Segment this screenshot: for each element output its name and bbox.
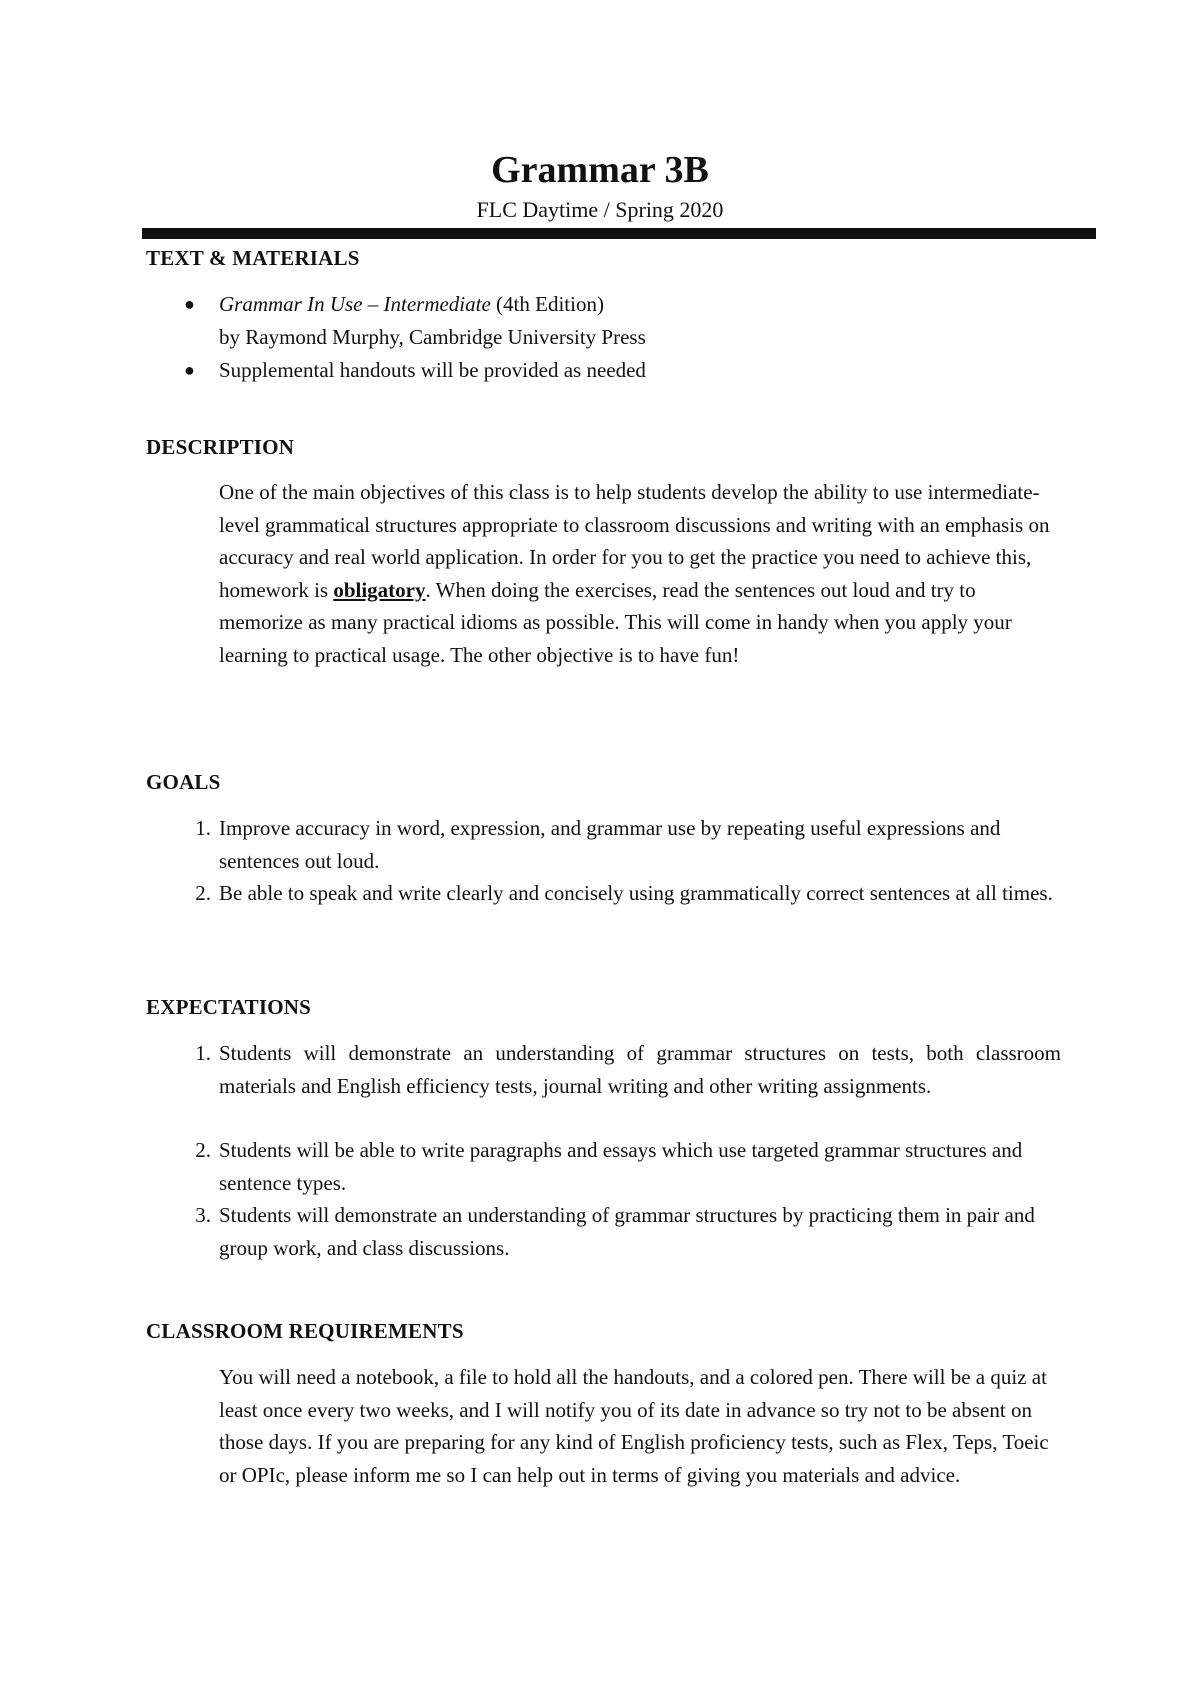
materials-item-supplemental — [184, 354, 1079, 387]
supplemental-text: Supplemental handouts will be provided as needed — [219, 358, 646, 382]
goal-number: 1. — [195, 816, 211, 840]
goal-text: Be able to speak and write clearly and concisely using grammatically correct sentences at all times. — [219, 881, 1053, 905]
book-title: Grammar In Use – Intermediate — [219, 292, 491, 316]
goal-number: 2. — [195, 881, 211, 905]
book-author: by Raymond Murphy, Cambridge University Press — [219, 325, 646, 349]
book-edition: (4th Edition) — [490, 292, 604, 316]
classroom-requirements-heading: CLASSROOM REQUIREMENTS — [146, 1319, 464, 1343]
goal-item — [195, 812, 1061, 877]
expectation-number: 2. — [195, 1138, 211, 1162]
description-text-after: . When doing the exercises, read the sentences out loud and try to memorize as many practical idioms as possible. This will come in handy when you apply your learning to practical usage. The other objective is to have fun! — [219, 577, 1012, 667]
materials-item-book — [184, 288, 1079, 354]
description-emphasis: obligatory — [333, 577, 426, 602]
expectation-number: 1. — [195, 1041, 211, 1065]
goal-item — [195, 877, 1061, 910]
bullet-icon: ● — [184, 294, 195, 314]
document-subtitle: FLC Daytime / Spring 2020 — [476, 197, 724, 222]
expectation-number: 3. — [195, 1203, 211, 1227]
expectation-text: Students will demonstrate an understanding of grammar structures on tests, both classroom materials and English efficiency tests, journal writing and other writing assignments. — [219, 1041, 1061, 1098]
expectations-heading: EXPECTATIONS — [146, 995, 311, 1019]
goals-heading: GOALS — [146, 770, 221, 794]
description-paragraph — [219, 476, 1061, 671]
document-title: Grammar 3B — [491, 149, 709, 191]
expectation-text: Students will demonstrate an understanding of grammar structures by practicing them in pair and group work, and class discussions. — [219, 1203, 1035, 1260]
bullet-icon: ● — [184, 360, 195, 380]
description-text-before: One of the main objectives of this class is to help students develop the ability to use intermediate-level grammatical structures appropriate to classroom discussions and writing with an emphasis on accuracy and real world application. In order for you to get the practice you need to achieve this, homework is — [219, 480, 1050, 602]
expectation-item — [195, 1199, 1061, 1264]
classroom-requirements-paragraph: You will need a notebook, a file to hold all the handouts, and a colored pen. There will be a quiz at least once every two weeks, and I will notify you of its date in advance so try not to be absent on those days. If you are preparing for any kind of English proficiency tests, such as Flex, Teps, Toeic or OPIc, please inform me so I can help out in terms of giving you materials and advice. — [219, 1365, 1049, 1487]
goal-text: Improve accuracy in word, expression, and grammar use by repeating useful expressions and sentences out loud. — [219, 816, 1001, 873]
expectation-item — [195, 1134, 1061, 1199]
text-materials-heading: TEXT & MATERIALS — [146, 246, 360, 270]
description-heading: DESCRIPTION — [146, 435, 295, 459]
expectation-item — [195, 1037, 1061, 1102]
expectation-text: Students will be able to write paragraphs and essays which use targeted grammar structures and sentence types. — [219, 1138, 1023, 1195]
title-divider — [142, 228, 1096, 239]
